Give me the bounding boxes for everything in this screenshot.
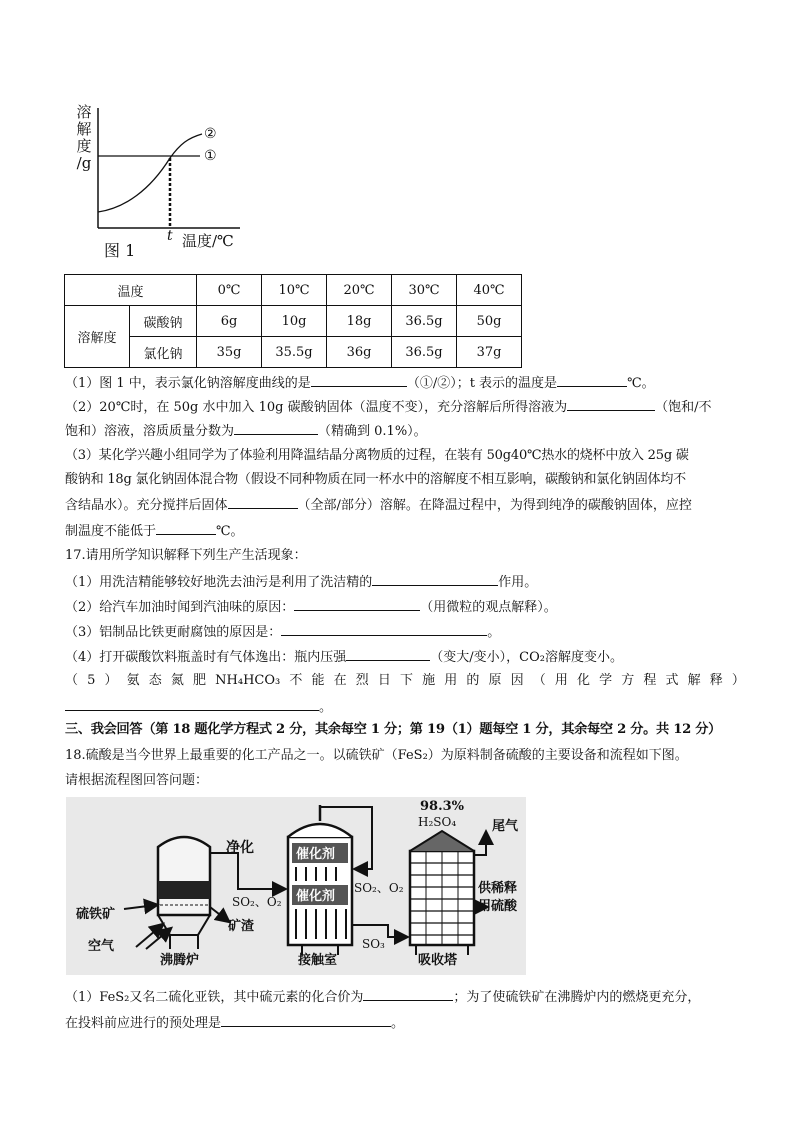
answer-blank[interactable] bbox=[65, 697, 319, 711]
table-cell: 50g bbox=[457, 306, 522, 337]
figure-1 bbox=[70, 100, 270, 260]
q16-part3-cont3 bbox=[65, 521, 745, 541]
q17-part3 bbox=[65, 622, 745, 642]
text: 释 bbox=[709, 673, 723, 688]
table-cell: 6g bbox=[197, 306, 262, 337]
table-cell: 36.5g bbox=[392, 337, 457, 368]
text: 能 bbox=[311, 673, 325, 688]
text: （1）图 1 中，表示氯化钠溶解度曲线的是 bbox=[65, 376, 311, 391]
text: 。 bbox=[319, 700, 333, 715]
text: （1）FeS₂又名二硫化亚铁，其中硫元素的化合价为 bbox=[65, 990, 364, 1005]
solubility-table bbox=[64, 274, 522, 368]
text: （1）用洗洁精能够较好地洗去油污是利用了洗洁精的 bbox=[65, 575, 373, 590]
table-cell: 35.5g bbox=[262, 337, 327, 368]
text: 不 bbox=[289, 673, 303, 688]
text: 含结晶水）。充分搅拌后固体 bbox=[65, 498, 228, 513]
text: （ bbox=[532, 673, 546, 688]
text: 作用。 bbox=[498, 575, 538, 590]
text: （用微粒的观点解释）。 bbox=[420, 600, 557, 615]
text: （变大/变小），CO₂溶解度变小。 bbox=[430, 650, 623, 665]
answer-blank[interactable] bbox=[557, 373, 627, 387]
text: 制温度不能低于 bbox=[65, 524, 157, 539]
text: 式 bbox=[665, 673, 679, 688]
q17-part5 bbox=[65, 672, 745, 690]
text: （全部/部分）溶解。在降温过程中，为得到纯净的碳酸钠固体，应控 bbox=[297, 498, 692, 513]
table-cell: 37g bbox=[457, 337, 522, 368]
label-pyrite: 硫铁矿 bbox=[76, 907, 116, 922]
text: 施 bbox=[422, 673, 436, 688]
ylabel-char: /g bbox=[76, 154, 92, 172]
q16-part2 bbox=[65, 397, 745, 417]
temp-cell: 40℃ bbox=[457, 275, 522, 306]
table-cell: 35g bbox=[197, 337, 262, 368]
text: （2）给汽车加油时闻到汽油味的原因： bbox=[65, 600, 295, 615]
label-gas-mid: SO₂、O₂ bbox=[354, 881, 404, 895]
text: 饱和）溶液，溶质质量分数为 bbox=[65, 424, 235, 439]
temp-cell: 30℃ bbox=[392, 275, 457, 306]
text: （4）打开碳酸饮料瓶盖时有气体逸出：瓶内压强 bbox=[65, 650, 347, 665]
answer-blank[interactable] bbox=[234, 421, 318, 435]
ylabel-char: 溶 bbox=[76, 103, 92, 121]
q18-intro-cont: 请根据流程图回答问题： bbox=[65, 773, 209, 788]
text: 学 bbox=[599, 673, 613, 688]
text: 解 bbox=[687, 673, 701, 688]
text: 氮 bbox=[170, 673, 184, 688]
x-axis-label: 温度/℃ bbox=[182, 232, 234, 250]
contact-chamber bbox=[288, 805, 352, 955]
label-dilute-2: 用硫酸 bbox=[478, 899, 518, 914]
answer-blank[interactable] bbox=[346, 647, 430, 661]
label-dilute-1: 供稀释 bbox=[478, 881, 518, 896]
label-catalyst-top: 催化剂 bbox=[296, 847, 336, 862]
label-tail-gas: 尾气 bbox=[492, 819, 519, 834]
substance-name: 碳酸钠 bbox=[130, 306, 197, 337]
label-acid: H₂SO₄ bbox=[418, 815, 457, 829]
label-air: 空气 bbox=[88, 939, 115, 954]
text: ；为了使硫铁矿在沸腾炉内的燃烧更充分， bbox=[453, 990, 701, 1005]
text: 。 bbox=[487, 625, 501, 640]
q17-part2 bbox=[65, 597, 745, 617]
text: 下 bbox=[399, 673, 413, 688]
label-furnace: 沸腾炉 bbox=[160, 953, 200, 968]
q18-intro: 18.硫酸是当今世界上最重要的化工产品之一。以硫铁矿（FeS₂）为原料制备硫酸的主要设备和流程如下图。 bbox=[65, 748, 688, 763]
label-gas-in: SO₂、O₂ bbox=[232, 895, 282, 909]
answer-blank[interactable] bbox=[221, 1013, 391, 1027]
t-label: t bbox=[167, 228, 173, 244]
text: （精确到 0.1%）。 bbox=[318, 424, 427, 439]
temp-cell: 20℃ bbox=[327, 275, 392, 306]
table-row bbox=[65, 306, 522, 337]
text: 肥 bbox=[193, 673, 207, 688]
text: ） bbox=[104, 673, 118, 688]
text: 用 bbox=[444, 673, 458, 688]
answer-blank[interactable] bbox=[567, 397, 655, 411]
text: （3）铝制品比铁更耐腐蚀的原因是： bbox=[65, 625, 282, 640]
text: 烈 bbox=[355, 673, 369, 688]
label-purify: 净化 bbox=[226, 840, 254, 856]
table-cell: 18g bbox=[327, 306, 392, 337]
q16-part3-cont2 bbox=[65, 495, 745, 515]
table-cell: 10g bbox=[262, 306, 327, 337]
text: 5 bbox=[87, 673, 96, 688]
q17-part1 bbox=[65, 572, 745, 592]
q17-title: 17.请用所学知识解释下列生产生活现象： bbox=[65, 548, 307, 563]
figure-caption: 图 1 bbox=[104, 241, 136, 260]
text: 态 bbox=[148, 673, 162, 688]
q16-part3-cont: 酸钠和 18g 氯化钠固体混合物（假设不同种物质在同一杯水中的溶解度不相互影响，碳酸钠和氯化钠固体均不 bbox=[65, 472, 686, 487]
q17-part5-cont bbox=[65, 697, 745, 717]
text: 氨 bbox=[126, 673, 140, 688]
temperature-header: 温度 bbox=[65, 275, 197, 306]
text: NH₄HCO₃ bbox=[215, 673, 281, 688]
text: 的 bbox=[466, 673, 480, 688]
ylabel-char: 度 bbox=[76, 137, 92, 155]
answer-blank[interactable] bbox=[294, 597, 420, 611]
section-3-heading: 三、我会回答（第 18 题化学方程式 2 分，其余每空 1 分；第 19（1）题每空 1 分，其余每空 2 分。共 12 分） bbox=[65, 722, 722, 737]
solubility-group-label: 溶解度 bbox=[65, 306, 130, 368]
table-cell: 36g bbox=[327, 337, 392, 368]
table-row bbox=[65, 337, 522, 368]
q18-part1 bbox=[65, 987, 745, 1007]
text: ℃。 bbox=[216, 524, 244, 539]
curve-2 bbox=[98, 134, 202, 212]
text: （①/②）；t 表示的温度是 bbox=[406, 376, 558, 391]
curve-1-label: ① bbox=[204, 148, 217, 164]
q16-part1 bbox=[65, 373, 745, 393]
temp-cell: 0℃ bbox=[197, 275, 262, 306]
text: 因 bbox=[510, 673, 524, 688]
text: （2）20℃时，在 50g 水中加入 10g 碳酸钠固体（温度不变），充分溶解后所得溶液为 bbox=[65, 400, 568, 415]
answer-blank[interactable] bbox=[311, 373, 407, 387]
temp-cell: 10℃ bbox=[262, 275, 327, 306]
ylabel-char: 解 bbox=[76, 120, 92, 138]
q16-part2-cont bbox=[65, 421, 745, 441]
answer-blank[interactable] bbox=[281, 622, 487, 636]
label-acid-pct: 98.3% bbox=[420, 799, 465, 814]
text: ℃。 bbox=[627, 376, 655, 391]
label-slag: 矿渣 bbox=[228, 919, 255, 934]
answer-blank[interactable] bbox=[228, 495, 298, 509]
q18-part1-cont bbox=[65, 1013, 745, 1033]
text: 日 bbox=[377, 673, 391, 688]
text: 原 bbox=[488, 673, 502, 688]
curve-2-label: ② bbox=[204, 126, 217, 142]
text: 。 bbox=[391, 1016, 405, 1031]
text: ） bbox=[731, 673, 745, 688]
label-tower: 吸收塔 bbox=[418, 953, 458, 968]
text: 化 bbox=[576, 673, 590, 688]
label-so3: SO₃ bbox=[362, 937, 385, 951]
text: （饱和/不 bbox=[655, 400, 712, 415]
answer-blank[interactable] bbox=[363, 987, 453, 1001]
text: 在投料前应进行的预处理是 bbox=[65, 1016, 222, 1031]
table-cell: 36.5g bbox=[392, 306, 457, 337]
label-catalyst-bottom: 催化剂 bbox=[296, 889, 336, 904]
absorption-tower bbox=[410, 831, 474, 955]
answer-blank[interactable] bbox=[156, 521, 216, 535]
table-header-row bbox=[65, 275, 522, 306]
substance-name: 氯化钠 bbox=[130, 337, 197, 368]
label-contact: 接触室 bbox=[298, 953, 338, 968]
text: 用 bbox=[554, 673, 568, 688]
text: 方 bbox=[621, 673, 635, 688]
text: 程 bbox=[643, 673, 657, 688]
q17-part4 bbox=[65, 647, 745, 667]
text: 在 bbox=[333, 673, 347, 688]
answer-blank[interactable] bbox=[372, 572, 498, 586]
q16-part3: （3）某化学兴趣小组同学为了体验利用降温结晶分离物质的过程，在装有 50g40℃热水的烧杯中放入 25g 碳 bbox=[65, 448, 689, 463]
text: （ bbox=[65, 673, 79, 688]
sulfuric-acid-process-diagram bbox=[66, 797, 526, 975]
